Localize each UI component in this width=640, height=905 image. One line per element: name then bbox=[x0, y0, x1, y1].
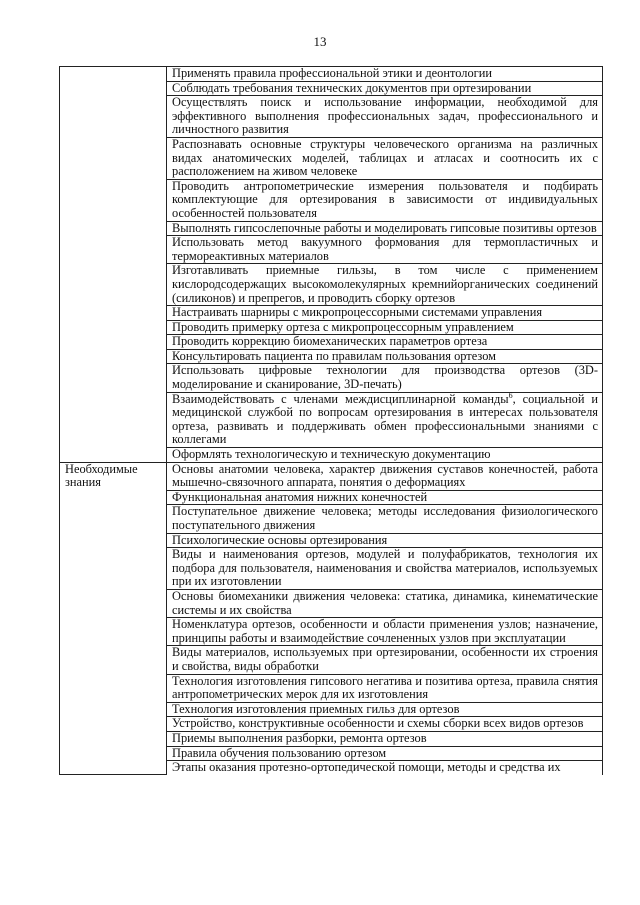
page-number: 13 bbox=[313, 34, 327, 49]
table-cell-item bbox=[167, 731, 603, 746]
table-cell-item bbox=[167, 589, 603, 617]
item-text: Номенклатура ортезов, особенности и области применения узлов; назначение, принципы работы и взаимодействие сочлененных узлов при эксплуатации bbox=[172, 617, 598, 645]
item-text: Виды материалов, используемых при ортезировании, особенности их строения и свойства, виды обработки bbox=[172, 645, 598, 673]
table-cell-item bbox=[167, 618, 603, 646]
table-cell-item bbox=[167, 462, 603, 490]
table-cell-item bbox=[167, 364, 603, 392]
footnote-marker: 6 bbox=[508, 390, 513, 400]
item-text: Поступательное движение человека; методы исследования физиологического поступательного движения bbox=[172, 504, 598, 532]
item-text: Технология изготовления приемных гильз для ортезов bbox=[172, 701, 460, 716]
table-cell-item bbox=[167, 306, 603, 321]
table-cell-item bbox=[167, 548, 603, 590]
item-text: Правила обучения пользованию ортезом bbox=[172, 745, 387, 760]
table-cell-item bbox=[167, 533, 603, 548]
item-text: Функциональная анатомия нижних конечностей bbox=[172, 489, 428, 504]
table-row bbox=[60, 67, 603, 82]
item-text: Выполнять гипсослепочные работы и моделировать гипсовые позитивы ортезов bbox=[172, 220, 597, 235]
table-cell-item bbox=[167, 505, 603, 533]
table-body bbox=[60, 67, 603, 775]
item-text: Консультировать пациента по правилам пользования ортезом bbox=[172, 348, 496, 363]
item-text: Изготавливать приемные гильзы, в том числе с применением кислородсодержащих высокомолекулярных кремнийорганических соединений (силиконов) и препрегов, и проводить сборку ортезов bbox=[172, 263, 598, 305]
item-text: Использовать цифровые технологии для производства ортезов (3D-моделирование и сканирование, 3D-печать) bbox=[172, 363, 598, 392]
table-cell-item bbox=[167, 448, 603, 463]
table-cell-item bbox=[167, 392, 603, 447]
table-cell-item bbox=[167, 335, 603, 350]
table-cell-item bbox=[167, 761, 603, 775]
table-cell-item bbox=[167, 264, 603, 306]
item-text: Соблюдать требования технических документов при ортезировании bbox=[172, 80, 532, 95]
item-text: Распознавать основные структуры человеческого организма на различных видах анатомических моделей, таблицах и атласах и соотносить их с расположением на живом человеке bbox=[172, 136, 598, 179]
table-cell-item bbox=[167, 179, 603, 221]
table-cell-item bbox=[167, 349, 603, 364]
table-cell-item bbox=[167, 717, 603, 732]
item-text: Применять правила профессиональной этики и деонтологии bbox=[172, 66, 492, 80]
item-text: Этапы оказания протезно-ортопедической помощи, методы и средства их bbox=[172, 760, 561, 775]
item-text: Основы анатомии человека, характер движения суставов конечностей, работа мышечно-связочного аппарата, понятия о деформациях bbox=[172, 461, 598, 490]
table-cell-item bbox=[167, 702, 603, 717]
item-text: Осуществлять поиск и использование информации, необходимой для эффективного выполнения профессиональных задач, профессионального и личностного развития bbox=[172, 95, 598, 137]
table-cell-item bbox=[167, 221, 603, 236]
table-cell-item bbox=[167, 137, 603, 179]
section-label-knowledge: Необходимые знания bbox=[60, 462, 167, 775]
table-cell-item bbox=[167, 67, 603, 82]
table-cell-item bbox=[167, 674, 603, 702]
item-text: Проводить антропометрические измерения пользователя и подбирать комплектующие для ортезирования в зависимости от индивидуальных особенностей пользователя bbox=[172, 178, 598, 220]
item-text: Виды и наименования ортезов, модулей и полуфабрикатов, технология их подбора для пользователя, наименования и свойства материалов, используемых при их изготовлении bbox=[172, 547, 598, 589]
table-cell-item bbox=[167, 746, 603, 761]
item-text: Устройство, конструктивные особенности и схемы сборки всех видов ортезов bbox=[172, 716, 584, 731]
item-text: Взаимодействовать с членами междисциплинарной команды bbox=[172, 391, 509, 406]
item-text: Основы биомеханики движения человека: статика, динамика, кинематические системы и их свойства bbox=[172, 588, 598, 617]
item-text: Психологические основы ортезирования bbox=[172, 532, 388, 547]
item-text: Проводить примерку ортеза с микропроцессорным управлением bbox=[172, 319, 514, 334]
table-cell-item bbox=[167, 320, 603, 335]
item-text: Использовать метод вакуумного формования для термопластичных и термореактивных материалов bbox=[172, 235, 598, 263]
item-text: Технология изготовления гипсового негатива и позитива ортеза, правила снятия антропометрических мерок для их изготовления bbox=[172, 673, 598, 702]
item-text: Приемы выполнения разборки, ремонта ортезов bbox=[172, 730, 427, 745]
table-cell-item bbox=[167, 236, 603, 264]
item-text-continued: , социальной и медицинской службой по вопросам ортезирования в интересах пользователя ортеза, развивать и поддерживать обмен профессиональными знаниями с коллегами bbox=[172, 391, 599, 447]
competency-table bbox=[59, 66, 603, 775]
item-text: Настраивать шарниры с микропроцессорными системами управления bbox=[172, 305, 543, 320]
item-text: Оформлять технологическую и техническую документацию bbox=[172, 447, 491, 462]
item-text: Проводить коррекцию биомеханических параметров ортеза bbox=[172, 334, 488, 349]
table-cell-item bbox=[167, 96, 603, 138]
table-cell-item bbox=[167, 81, 603, 96]
section-label-empty bbox=[60, 67, 167, 463]
table-row bbox=[60, 462, 603, 490]
table-cell-item bbox=[167, 490, 603, 505]
table-cell-item bbox=[167, 646, 603, 674]
